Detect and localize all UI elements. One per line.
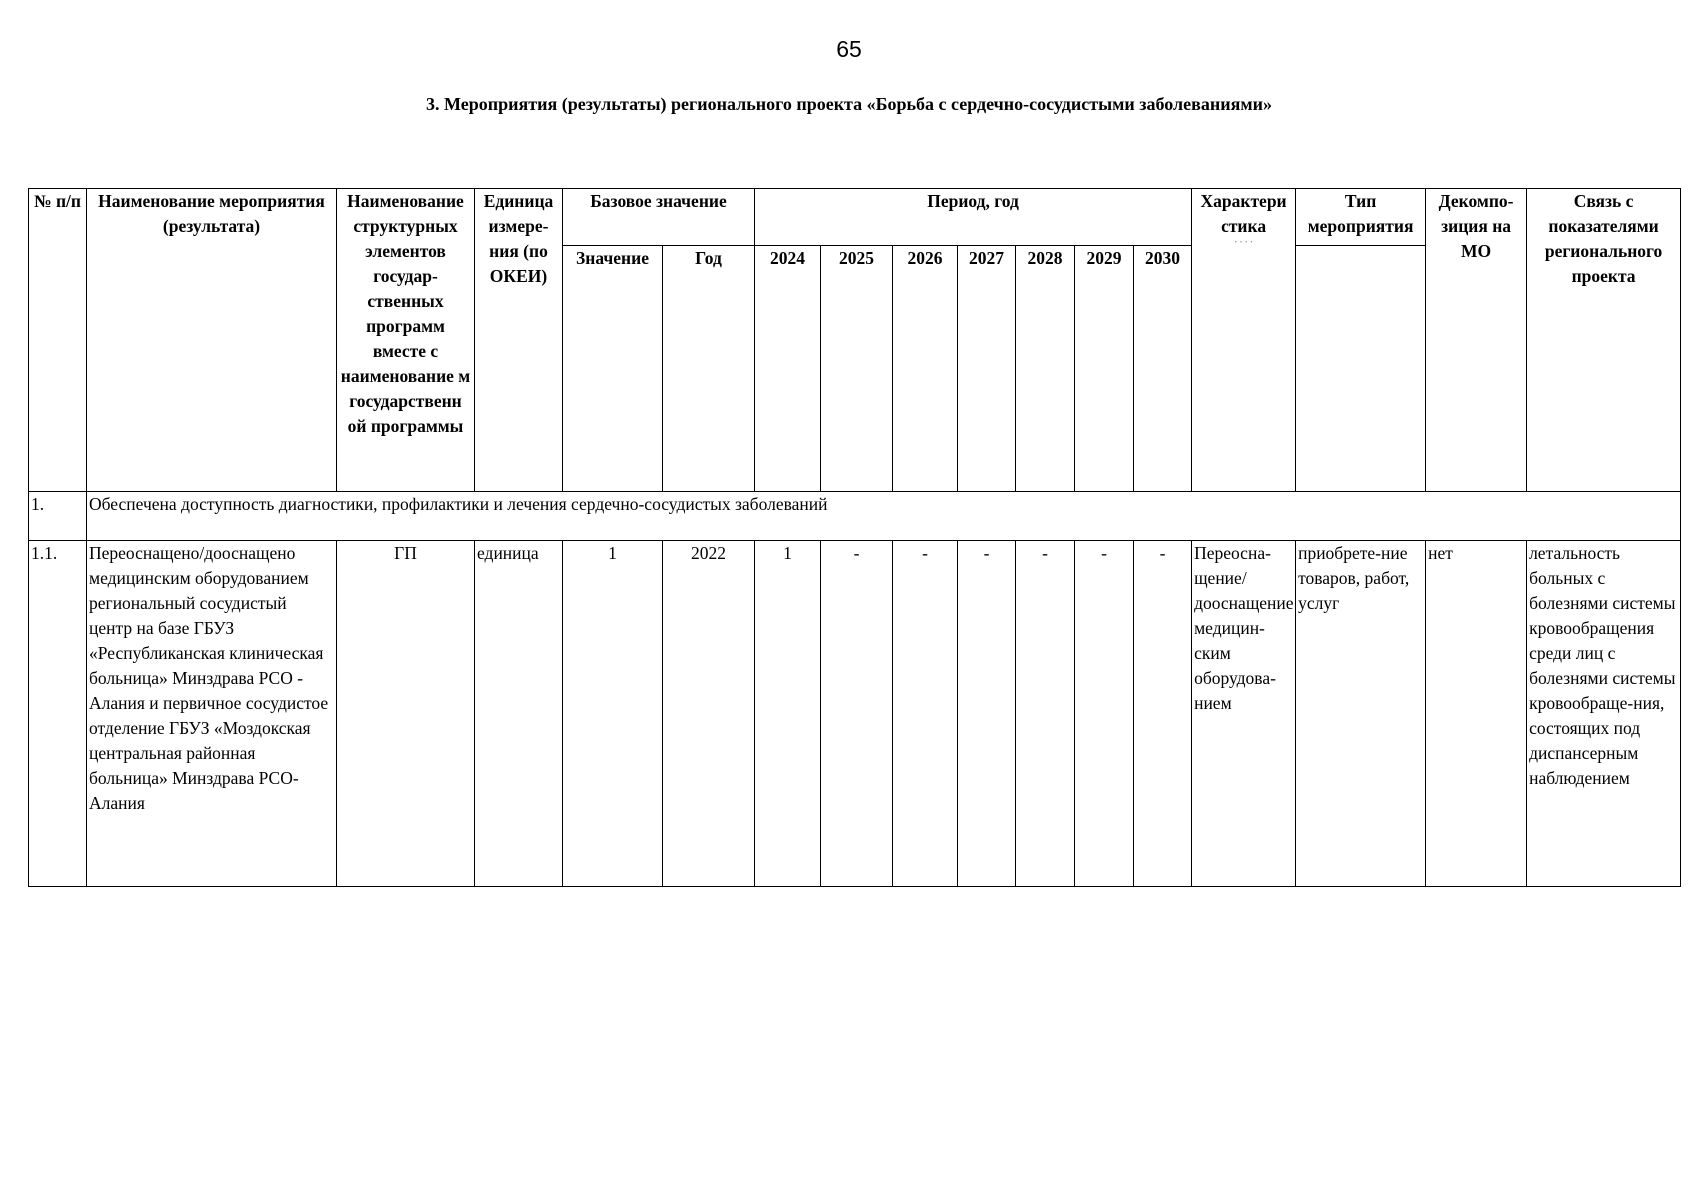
row-year-2024: 1 <box>755 541 821 887</box>
header-base: Базовое значение <box>563 189 755 246</box>
table-row <box>29 541 1681 887</box>
header-base-year: Год <box>663 246 755 492</box>
row-year-2028: - <box>1016 541 1075 887</box>
section-title: 3. Мероприятия (результаты) регионального проекта «Борьба с сердечно-сосудистыми заболеваниями» <box>426 94 1272 114</box>
row-decomp: нет <box>1426 541 1527 887</box>
row-year-2027: - <box>958 541 1016 887</box>
header-period: Период, год <box>755 189 1192 246</box>
section-text: Обеспечена доступность диагностики, профилактики и лечения сердечно-сосудистых заболеваний <box>87 492 1681 541</box>
header-decomp: Декомпо-зиция на МО <box>1426 189 1527 492</box>
header-num: № п/п <box>29 189 87 492</box>
row-year-2030: - <box>1134 541 1192 887</box>
header-row-1 <box>29 189 1681 246</box>
header-type-empty <box>1296 246 1426 492</box>
section-row <box>29 492 1681 541</box>
row-unit: единица <box>475 541 563 887</box>
row-base-year: 2022 <box>663 541 755 887</box>
header-year-2029: 2029 <box>1075 246 1134 492</box>
row-struct: ГП <box>337 541 475 887</box>
header-year-2024: 2024 <box>755 246 821 492</box>
events-table <box>28 188 1681 887</box>
header-year-2028: 2028 <box>1016 246 1075 492</box>
row-year-2026: - <box>893 541 958 887</box>
row-type: приобрете-ние товаров, работ, услуг <box>1296 541 1426 887</box>
row-year-2025: - <box>821 541 893 887</box>
row-link: летальность больных с болезнями системы кровообращения среди лиц с болезнями системы кровообраще-ния, состоящих под диспансерным наблюдением <box>1527 541 1681 887</box>
header-char-label: Характери стика <box>1200 191 1287 236</box>
page-number: 65 <box>836 36 862 62</box>
header-name: Наименование мероприятия (результата) <box>87 189 337 492</box>
header-link: Связь с показателями регионального проекта <box>1527 189 1681 492</box>
header-base-value: Значение <box>563 246 663 492</box>
header-year-2027: 2027 <box>958 246 1016 492</box>
header-char <box>1192 189 1296 492</box>
header-type: Тип мероприятия <box>1296 189 1426 246</box>
row-name: Переоснащено/дооснащено медицинским оборудованием региональный сосудистый центр на базе ГБУЗ «Республиканская клиническая больница» Минздрава РСО - Алания и первичное сосудистое отделение ГБУЗ «Моздокская центральная районная больница» Минздрава РСО- Алания <box>87 541 337 887</box>
row-char: Переосна-щение/дооснащение медицин-ским оборудова-нием <box>1192 541 1296 887</box>
header-struct: Наименование структурных элементов государ-ственных программ вместе с наименование м государственн ой программы <box>337 189 475 492</box>
header-unit: Единица измере-ния (по ОКЕИ) <box>475 189 563 492</box>
header-year-2025: 2025 <box>821 246 893 492</box>
row-num: 1.1. <box>29 541 87 887</box>
row-base-value: 1 <box>563 541 663 887</box>
section-num: 1. <box>29 492 87 541</box>
header-char-cut: · · · · <box>1234 239 1253 245</box>
row-year-2029: - <box>1075 541 1134 887</box>
header-year-2030: 2030 <box>1134 246 1192 492</box>
header-year-2026: 2026 <box>893 246 958 492</box>
